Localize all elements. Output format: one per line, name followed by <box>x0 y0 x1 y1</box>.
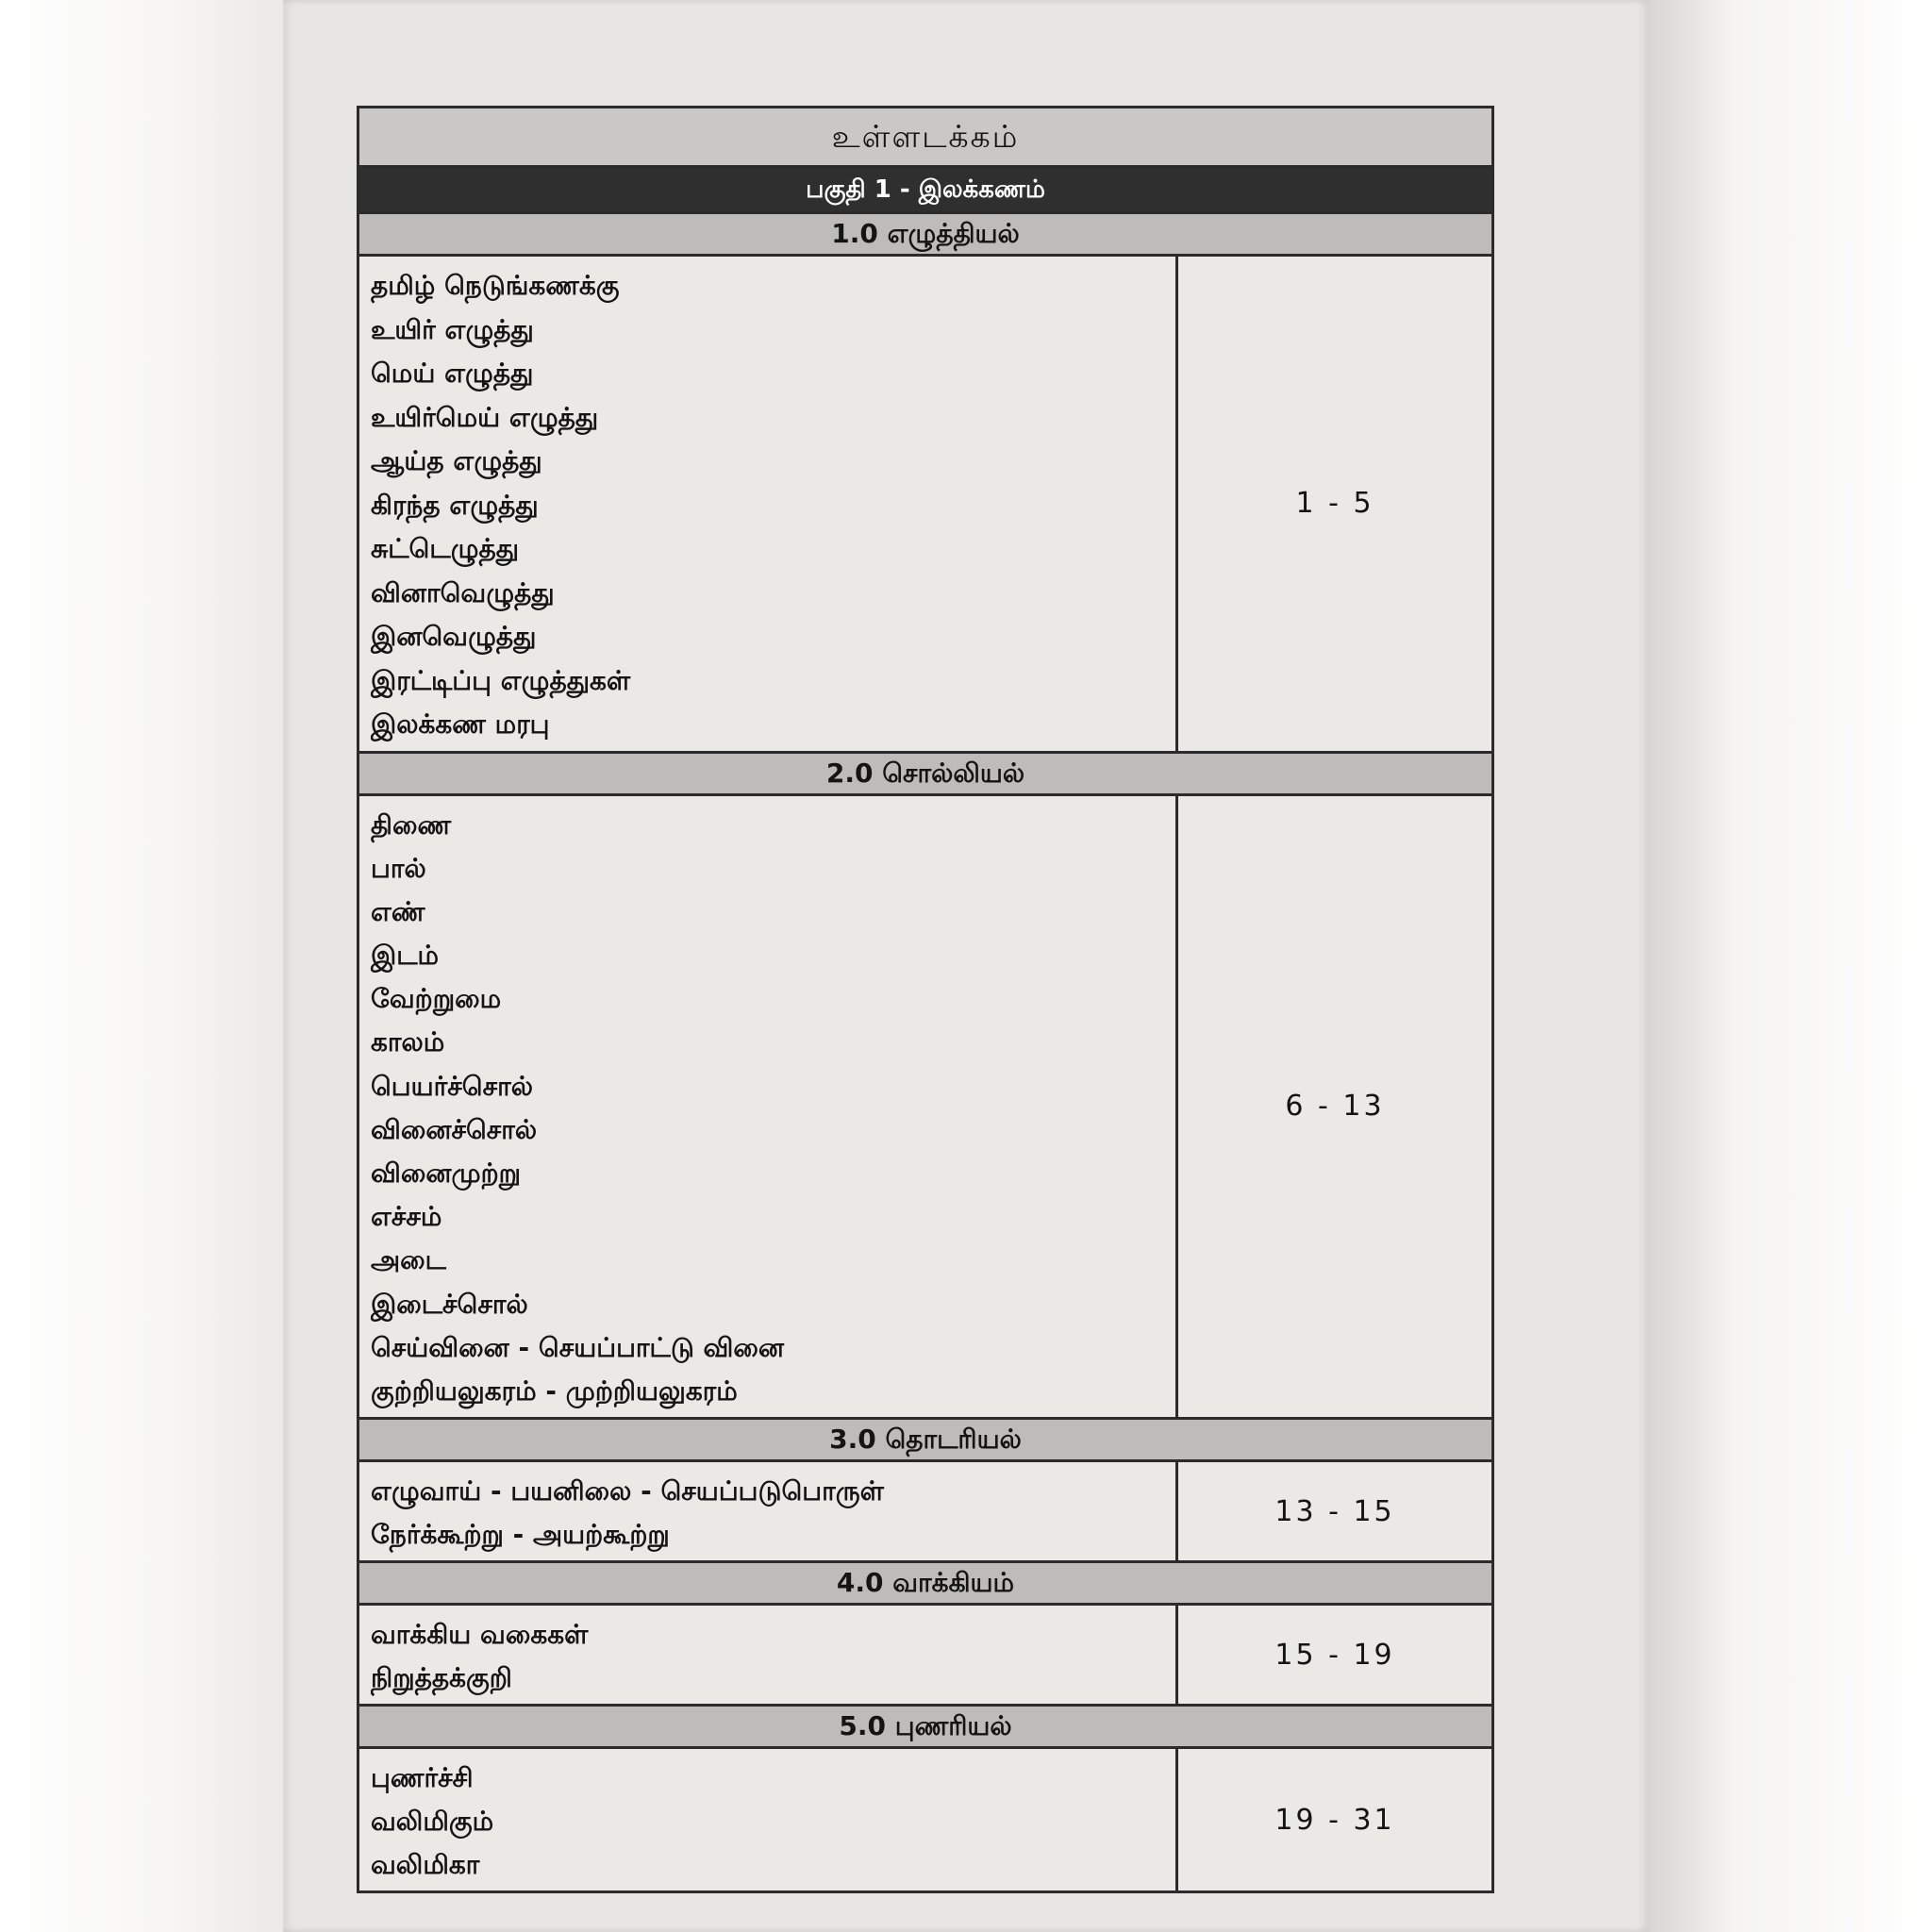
topic-item: எச்சம் <box>371 1201 442 1233</box>
topic-item: உயிர் எழுத்து <box>371 313 534 345</box>
page-range-5: 19 - 31 <box>1274 1803 1395 1837</box>
topic-item: இடம் <box>371 940 440 972</box>
topic-item: சுட்டெழுத்து <box>371 533 520 564</box>
page-range-1: 1 - 5 <box>1295 487 1374 521</box>
topic-item: வேற்றுமை <box>371 983 502 1015</box>
section-heading-4: 4.0 வாக்கியம் <box>359 1563 1491 1606</box>
background-left <box>0 0 283 1932</box>
topic-item: அடை <box>371 1244 446 1276</box>
page-range-3: 13 - 15 <box>1274 1494 1395 1528</box>
background-right <box>1649 0 1932 1932</box>
topic-list <box>359 1749 1178 1890</box>
topic-list <box>359 1606 1178 1704</box>
topic-list <box>359 796 1178 1418</box>
section-body-4 <box>359 1606 1491 1707</box>
topic-item: புணர்ச்சி <box>371 1762 474 1794</box>
section-heading-3: 3.0 தொடரியல் <box>359 1420 1491 1462</box>
topic-item: வலிமிகும் <box>371 1806 494 1838</box>
topic-item: திணை <box>371 808 452 841</box>
section-body-5 <box>359 1749 1491 1890</box>
section-heading-1: 1.0 எழுத்தியல் <box>359 214 1491 257</box>
section-body-2 <box>359 796 1491 1421</box>
topic-item: குற்றியலுகரம் - முற்றியலுகரம் <box>371 1374 738 1407</box>
topic-item: வாக்கிய வகைகள் <box>371 1619 589 1651</box>
topic-item: கிரந்த எழுத்து <box>371 489 539 521</box>
topic-item: எண் <box>371 895 425 927</box>
page-range-4: 15 - 19 <box>1274 1638 1395 1672</box>
section-heading-2: 2.0 சொல்லியல் <box>359 754 1491 796</box>
table-of-contents <box>357 106 1494 1893</box>
topic-item: பால் <box>371 852 426 884</box>
topic-item: மெய் எழுத்து <box>371 358 534 389</box>
topic-item: எழுவாய் - பயனிலை - செயப்படுபொருள் <box>371 1475 884 1507</box>
topic-item: வினைமுற்று <box>371 1158 522 1189</box>
topic-item: இலக்கண மரபு <box>371 708 550 740</box>
topic-item: இனவெழுத்து <box>371 621 537 652</box>
topic-item: வினாவெழுத்து <box>371 576 555 608</box>
topic-item: காலம் <box>371 1026 445 1058</box>
topic-item: பெயர்ச்சொல் <box>371 1070 533 1102</box>
part-heading: பகுதி 1 - இலக்கணம் <box>359 168 1491 214</box>
topic-item: இடைச்சொல் <box>371 1288 528 1320</box>
topic-item: உயிர்மெய் எழுத்து <box>371 401 599 433</box>
topic-item: செய்வினை - செயப்பாட்டு வினை <box>371 1331 785 1363</box>
topic-item: ஆய்த எழுத்து <box>371 445 542 476</box>
page-range-2: 6 - 13 <box>1285 1090 1385 1124</box>
topic-item: இரட்டிப்பு எழுத்துகள் <box>371 664 631 696</box>
topic-item: வினைச்சொல் <box>371 1113 538 1145</box>
section-heading-5: 5.0 புணரியல் <box>359 1707 1491 1749</box>
topic-item: நேர்க்கூற்று - அயற்கூற்று <box>371 1519 670 1551</box>
topic-list <box>359 257 1178 751</box>
section-body-1 <box>359 257 1491 754</box>
topic-list <box>359 1462 1178 1560</box>
topic-item: தமிழ் நெடுங்கணக்கு <box>371 270 620 301</box>
toc-title: உள்ளடக்கம் <box>359 108 1491 168</box>
topic-item: வலிமிகா <box>371 1849 480 1881</box>
section-body-3 <box>359 1462 1491 1563</box>
topic-item: நிறுத்தக்குறி <box>371 1662 512 1694</box>
